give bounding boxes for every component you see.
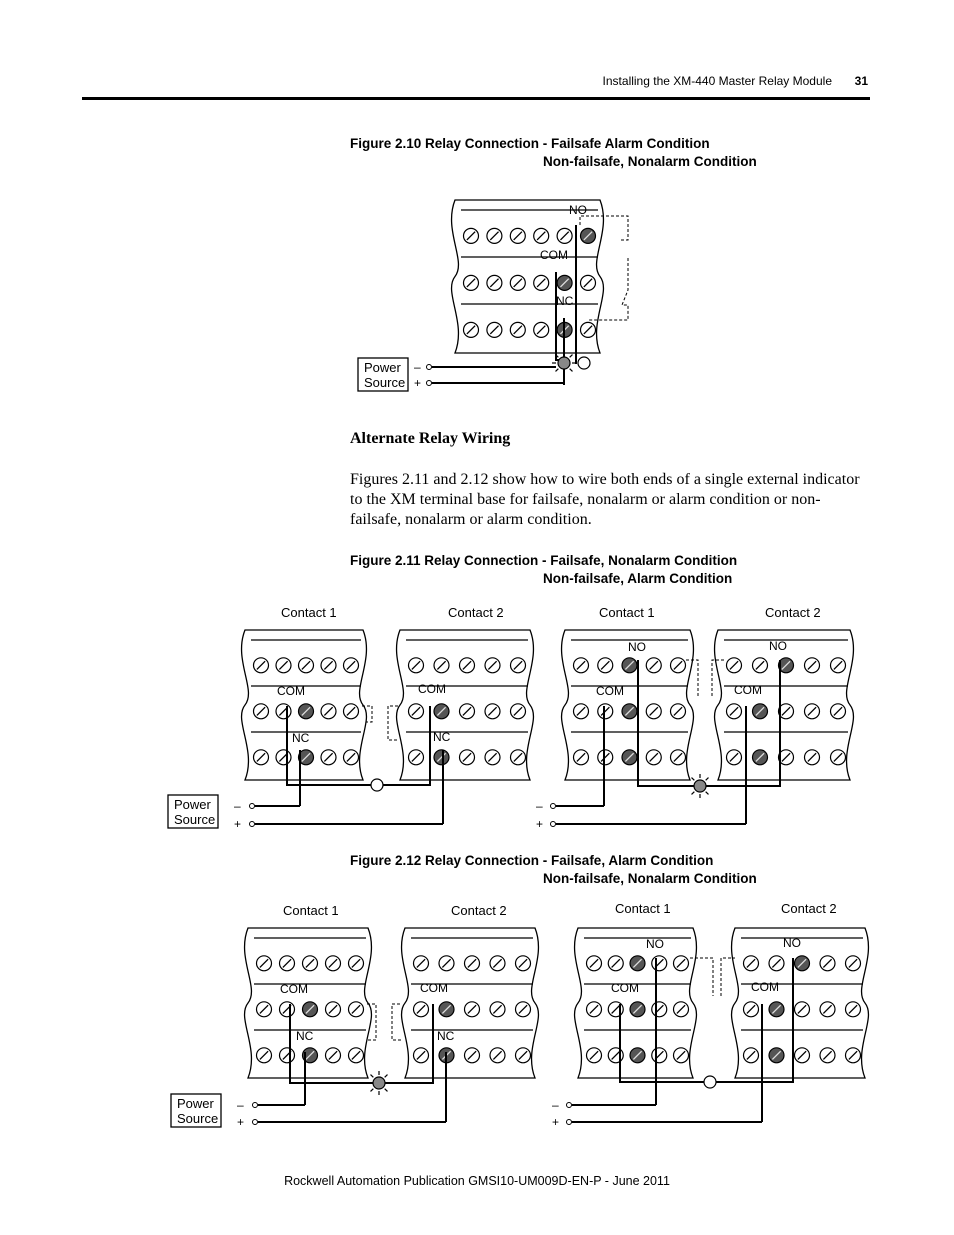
nc-label: NC bbox=[433, 730, 451, 744]
lamp-ray bbox=[570, 355, 573, 358]
header-title: Installing the XM-440 Master Relay Module bbox=[602, 74, 832, 88]
minus-sign: – bbox=[237, 1098, 244, 1112]
no-label: NO bbox=[646, 937, 664, 951]
indicator-lamp-off bbox=[578, 357, 590, 369]
footer-text: Rockwell Automation Publication GMSI10-UM009D-EN-P - June 2011 bbox=[284, 1174, 670, 1188]
caption-line: Figure 2.11 Relay Connection - Failsafe, Nonalarm Condition bbox=[350, 553, 738, 568]
com-label: COM bbox=[540, 248, 568, 262]
lamp-ray bbox=[385, 1075, 388, 1078]
nc-label: NC bbox=[437, 1029, 455, 1043]
wire-terminal bbox=[253, 1103, 258, 1108]
contact-1-label: Contact 1 bbox=[599, 605, 655, 620]
caption-line: Non-failsafe, Alarm Condition bbox=[543, 571, 733, 586]
lamp-ray bbox=[570, 369, 573, 372]
wire-terminal bbox=[250, 804, 255, 809]
nc-label: NC bbox=[296, 1029, 314, 1043]
plus-sign: + bbox=[536, 817, 544, 831]
contact-2-label: Contact 2 bbox=[448, 605, 504, 620]
wire-terminal bbox=[567, 1120, 572, 1125]
wire-terminal bbox=[427, 381, 432, 386]
wire-terminal bbox=[551, 822, 556, 827]
com-label: COM bbox=[277, 684, 305, 698]
plus-sign: + bbox=[414, 376, 422, 390]
power-label: Power bbox=[177, 1096, 214, 1111]
caption-line: Non-failsafe, Nonalarm Condition bbox=[543, 154, 757, 169]
page-footer bbox=[0, 1174, 954, 1188]
nc-label: NC bbox=[556, 294, 574, 308]
indicator-lamp-off bbox=[371, 779, 383, 791]
no-label: NO bbox=[783, 936, 801, 950]
no-label: NO bbox=[569, 203, 587, 217]
minus-sign: – bbox=[552, 1098, 559, 1112]
caption-line: Figure 2.10 Relay Connection - Failsafe Alarm Condition bbox=[350, 136, 710, 151]
contact-2-label: Contact 2 bbox=[781, 901, 837, 916]
power-label: Power bbox=[174, 797, 211, 812]
contact-2-label: Contact 2 bbox=[765, 605, 821, 620]
com-label: COM bbox=[596, 684, 624, 698]
com-label: COM bbox=[420, 981, 448, 995]
minus-sign: – bbox=[234, 799, 241, 813]
caption-line: Figure 2.12 Relay Connection - Failsafe, Alarm Condition bbox=[350, 853, 714, 868]
page-number: 31 bbox=[854, 74, 868, 88]
com-label: COM bbox=[751, 980, 779, 994]
com-label: COM bbox=[611, 981, 639, 995]
plus-sign: + bbox=[552, 1115, 560, 1129]
caption-line: Non-failsafe, Nonalarm Condition bbox=[543, 871, 757, 886]
contact-2-label: Contact 2 bbox=[451, 903, 507, 918]
lamp-ray bbox=[371, 1075, 374, 1078]
wire-terminal bbox=[253, 1120, 258, 1125]
no-label: NO bbox=[769, 639, 787, 653]
contact-1-label: Contact 1 bbox=[281, 605, 337, 620]
nc-label: NC bbox=[292, 731, 310, 745]
minus-sign: – bbox=[414, 360, 421, 374]
section-heading: Alternate Relay Wiring bbox=[350, 430, 511, 447]
source-label: Source bbox=[174, 812, 216, 827]
plus-sign: + bbox=[234, 817, 242, 831]
no-label: NO bbox=[628, 640, 646, 654]
com-label: COM bbox=[280, 982, 308, 996]
lamp-ray bbox=[385, 1089, 388, 1092]
source-label: Source bbox=[364, 375, 406, 390]
contact-1-label: Contact 1 bbox=[283, 903, 339, 918]
section-paragraph: Figures 2.11 and 2.12 show how to wire both ends of a single external indicator to the XM terminal base for failsafe, nonalarm or alarm condition or non-failsafe, nonalarm or alarm condition. bbox=[350, 471, 860, 528]
lamp-ray bbox=[692, 792, 695, 795]
wire-terminal bbox=[427, 365, 432, 370]
lamp-ray bbox=[706, 778, 709, 781]
contact-1-label: Contact 1 bbox=[615, 901, 671, 916]
wire-terminal bbox=[250, 822, 255, 827]
dashed-link bbox=[392, 1004, 402, 1040]
plus-sign: + bbox=[237, 1115, 245, 1129]
wire-terminal bbox=[551, 804, 556, 809]
indicator-lamp-on bbox=[694, 780, 706, 792]
com-label: COM bbox=[734, 683, 762, 697]
lamp-ray bbox=[692, 778, 695, 781]
wire-terminal bbox=[567, 1103, 572, 1108]
com-label: COM bbox=[418, 682, 446, 696]
indicator-lamp-off bbox=[704, 1076, 716, 1088]
minus-sign: – bbox=[536, 799, 543, 813]
lamp-ray bbox=[371, 1089, 374, 1092]
source-label: Source bbox=[177, 1111, 219, 1126]
lamp-ray bbox=[556, 369, 559, 372]
indicator-lamp-on bbox=[558, 357, 570, 369]
power-label: Power bbox=[364, 360, 401, 375]
indicator-lamp-on bbox=[373, 1077, 385, 1089]
lamp-ray bbox=[706, 792, 709, 795]
